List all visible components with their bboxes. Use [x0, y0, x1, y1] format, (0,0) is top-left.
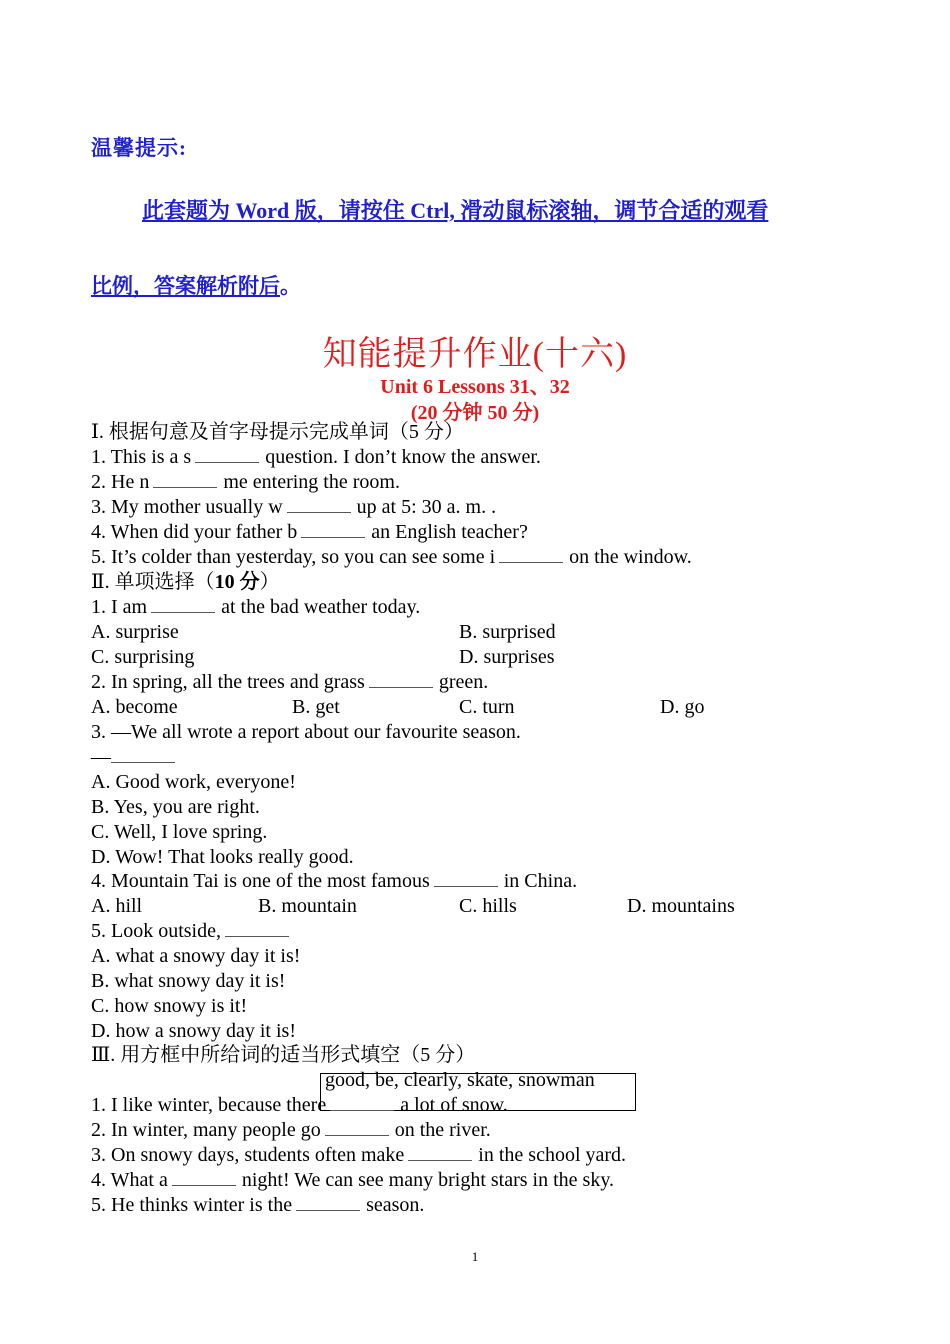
s2-q1-option-d: D. surprises: [459, 646, 555, 668]
tip-line-2: [91, 270, 301, 300]
s3-item-2-after: on the river.: [394, 1119, 491, 1141]
s1-item-2-after: me entering the room.: [223, 471, 400, 493]
s2-q5-option-d: D. how a snowy day it is!: [91, 1020, 296, 1042]
s3-item-3-before: 3. On snowy days, students often make: [91, 1144, 405, 1166]
s1-item-3-before: 3. My mother usually w: [91, 496, 283, 518]
page-number: 1: [471, 1249, 479, 1264]
s2-q2-option-b: B. get: [292, 696, 340, 718]
s2-q5-option-c: C. how snowy is it!: [91, 995, 248, 1017]
s2-q4-option-c: C. hills: [459, 895, 517, 917]
s2-q2-after: green.: [438, 671, 489, 693]
s1-item-2-before: 2. He n: [91, 471, 150, 493]
answer-blank: [225, 935, 289, 937]
s3-item-1-after: a lot of snow.: [400, 1094, 508, 1116]
s2-heading-points: 10 分: [214, 571, 260, 593]
s3-item-2: [91, 1118, 491, 1143]
unit-subtitle: Unit 6 Lessons 31、32: [380, 376, 570, 398]
s3-item-3: [91, 1143, 626, 1168]
tip-title: 温馨提示:: [91, 136, 187, 160]
answer-blank: [195, 461, 259, 463]
section-1-heading: Ⅰ. 根据句意及首字母提示完成单词（5 分）: [91, 421, 464, 443]
s2-q4-option-d: D. mountains: [627, 895, 735, 917]
s2-q4-option-a: A. hill: [91, 895, 143, 917]
s2-q3-stem: 3. —We all wrote a report about our favourite season.: [91, 721, 521, 743]
s2-heading-prefix: Ⅱ. 单项选择（: [91, 571, 215, 593]
s2-q3-dash: —: [91, 746, 111, 768]
answer-blank: [287, 511, 351, 513]
s1-item-1-after: question. I don’t know the answer.: [265, 446, 541, 468]
tip-line-2-end: 。: [280, 274, 301, 298]
s2-q3-option-b: B. Yes, you are right.: [91, 796, 260, 818]
s3-item-5-before: 5. He thinks winter is the: [91, 1194, 293, 1216]
tip-line-2-underlined: 比例，答案解析附后: [91, 274, 280, 298]
section-3-heading: Ⅲ. 用方框中所给词的适当形式填空（5 分）: [91, 1044, 476, 1066]
s1-item-4-before: 4. When did your father b: [91, 521, 298, 543]
page-title: 知能提升作业(十六): [322, 336, 628, 373]
s3-item-1: [91, 1093, 508, 1118]
s2-q3-option-c: C. Well, I love spring.: [91, 821, 268, 843]
s1-item-1: [91, 445, 541, 470]
s3-item-4-after: night! We can see many bright stars in the sky.: [241, 1169, 615, 1191]
answer-blank: [434, 885, 498, 887]
answer-blank: [408, 1159, 472, 1161]
s2-q4-stem: [91, 869, 577, 894]
s1-item-1-before: 1. This is a s: [91, 446, 192, 468]
s3-item-5-after: season.: [366, 1194, 425, 1216]
s1-item-3: [91, 495, 496, 520]
s2-q1-after: at the bad weather today.: [221, 596, 421, 618]
s2-q1-option-c: C. surprising: [91, 646, 195, 668]
s2-q1-before: 1. I am: [91, 596, 148, 618]
s2-q4-before: 4. Mountain Tai is one of the most famous: [91, 870, 430, 892]
s1-item-4: [91, 520, 528, 545]
s3-item-3-after: in the school yard.: [478, 1144, 627, 1166]
s2-q1-stem: [91, 595, 420, 620]
s2-q5-option-b: B. what snowy day it is!: [91, 970, 286, 992]
s2-q2-option-d: D. go: [660, 696, 705, 718]
s1-item-3-after: up at 5: 30 a. m. .: [356, 496, 497, 518]
tip-line-1: 此套题为 Word 版，请按住 Ctrl, 滑动鼠标滚轴，调节合适的观看: [142, 198, 769, 223]
s2-q5-option-a: A. what a snowy day it is!: [91, 945, 301, 967]
answer-blank: [172, 1184, 236, 1186]
s1-item-5: [91, 545, 692, 570]
s2-q4-option-b: B. mountain: [258, 895, 357, 917]
s2-q3-option-a: A. Good work, everyone!: [91, 771, 296, 793]
s2-q4-after: in China.: [503, 870, 578, 892]
s1-item-5-before: 5. It’s colder than yesterday, so you can see some i: [91, 546, 496, 568]
s2-q5-before: 5. Look outside,: [91, 920, 221, 942]
s2-q2-option-c: C. turn: [459, 696, 515, 718]
s2-q1-option-b: B. surprised: [459, 621, 556, 643]
answer-blank: [301, 536, 365, 538]
answer-blank: [296, 1209, 360, 1211]
s2-q3-option-d: D. Wow! That looks really good.: [91, 846, 354, 868]
s2-q2-before: 2. In spring, all the trees and grass: [91, 671, 365, 693]
word-box-text: good, be, clearly, skate, snowman: [325, 1069, 595, 1091]
answer-blank: [330, 1109, 394, 1111]
answer-blank: [499, 561, 563, 563]
answer-blank: [111, 761, 175, 763]
answer-blank: [151, 611, 215, 613]
s3-item-4-before: 4. What a: [91, 1169, 168, 1191]
s2-q3-reply: [91, 745, 181, 770]
s3-item-1-before: 1. I like winter, because there: [91, 1094, 327, 1116]
s1-item-4-after: an English teacher?: [371, 521, 528, 543]
s1-item-5-after: on the window.: [569, 546, 692, 568]
s2-q2-option-a: A. become: [91, 696, 178, 718]
answer-blank: [325, 1134, 389, 1136]
answer-blank: [369, 686, 433, 688]
s3-item-5: [91, 1193, 424, 1218]
s3-item-2-before: 2. In winter, many people go: [91, 1119, 321, 1141]
s1-item-2: [91, 470, 400, 495]
section-2-heading: [91, 570, 280, 595]
s2-q2-stem: [91, 670, 488, 695]
s2-heading-suffix: ）: [259, 571, 280, 593]
s2-q5-stem: [91, 919, 295, 944]
answer-blank: [153, 486, 217, 488]
time-subtitle: (20 分钟 50 分): [410, 402, 540, 424]
s3-item-4: [91, 1168, 614, 1193]
s2-q1-option-a: A. surprise: [91, 621, 179, 643]
